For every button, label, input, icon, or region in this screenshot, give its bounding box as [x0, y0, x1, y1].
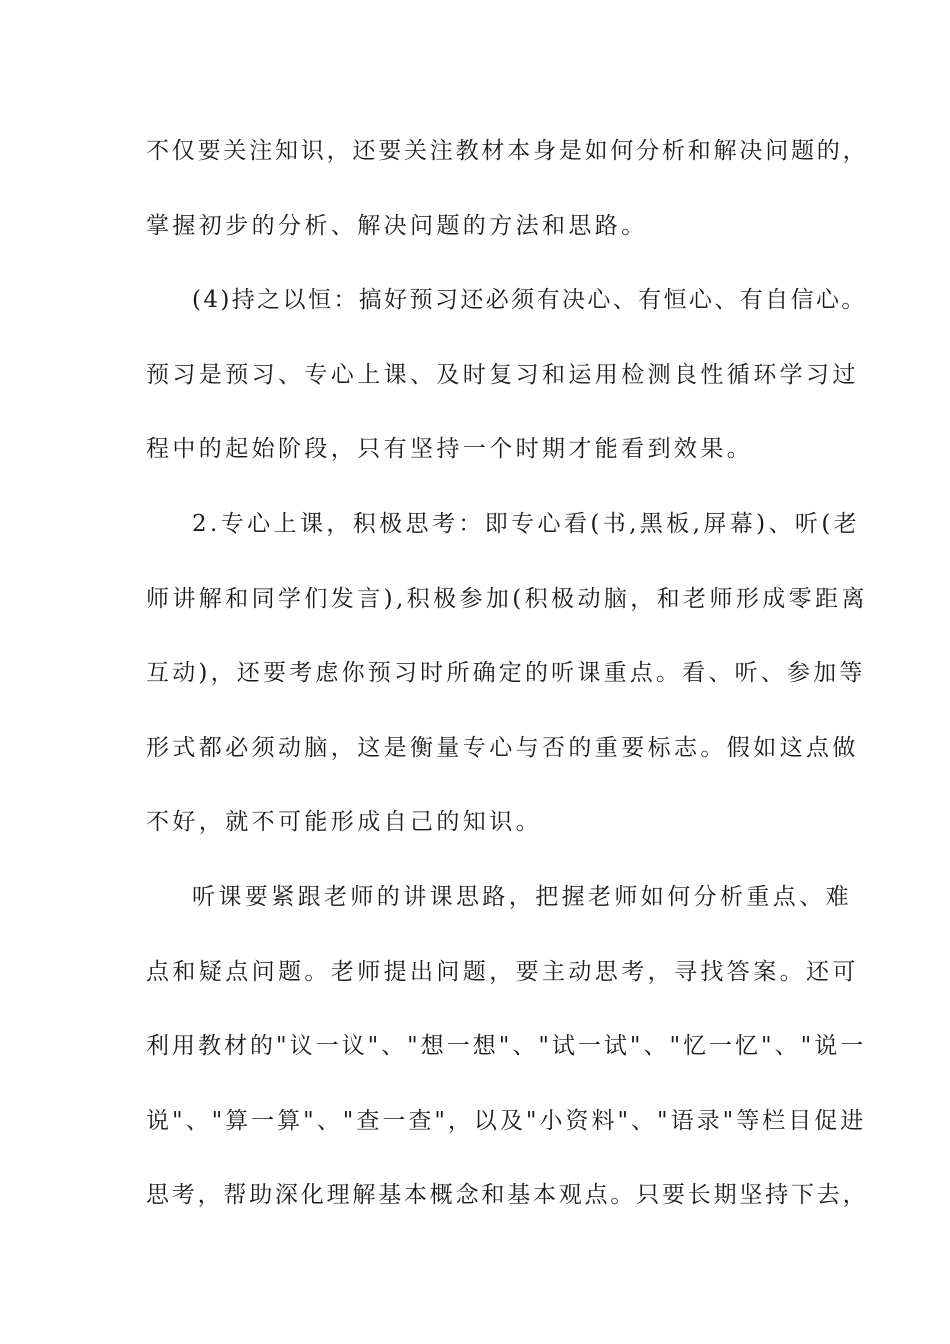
paragraph-first-line: 2.专心上课，积极思考：即专心看(书,黑板,屏幕)、听(老 — [192, 511, 861, 537]
text-line: 点和疑点问题。老师提出问题，要主动思考，寻找答案。还可 — [146, 959, 859, 985]
text-line: 预习是预习、专心上课、及时复习和运用检测良性循环学习过 — [146, 362, 859, 388]
text-line: 不好，就不可能形成自己的知识。 — [146, 809, 542, 835]
text-line: 思考，帮助深化理解基本概念和基本观点。只要长期坚持下去， — [146, 1182, 869, 1208]
paragraph-first-line: 听课要紧跟老师的讲课思路，把握老师如何分析重点、难 — [192, 884, 852, 910]
text-line: 说"、"算一算"、"查一查"，以及"小资料"、"语录"等栏目促进 — [146, 1108, 867, 1134]
text-line: 师讲解和同学们发言),积极参加(积极动脑，和老师形成零距离 — [146, 586, 868, 612]
text-line: 掌握初步的分析、解决问题的方法和思路。 — [146, 213, 648, 239]
text-line: 不仅要关注知识，还要关注教材本身是如何分析和解决问题的， — [146, 138, 869, 164]
text-line: 互动)，还要考虑你预习时所确定的听课重点。看、听、参加等 — [146, 660, 866, 686]
paragraph-first-line: (4)持之以恒：搞好预习还必须有决心、有恒心、有自信心。 — [192, 287, 867, 313]
text-line: 利用教材的"议一议"、"想一想"、"试一试"、"忆一忆"、"说一 — [146, 1033, 867, 1059]
text-line: 程中的起始阶段，只有坚持一个时期才能看到效果。 — [146, 436, 754, 462]
text-line: 形式都必须动脑，这是衡量专心与否的重要标志。假如这点做 — [146, 735, 859, 761]
